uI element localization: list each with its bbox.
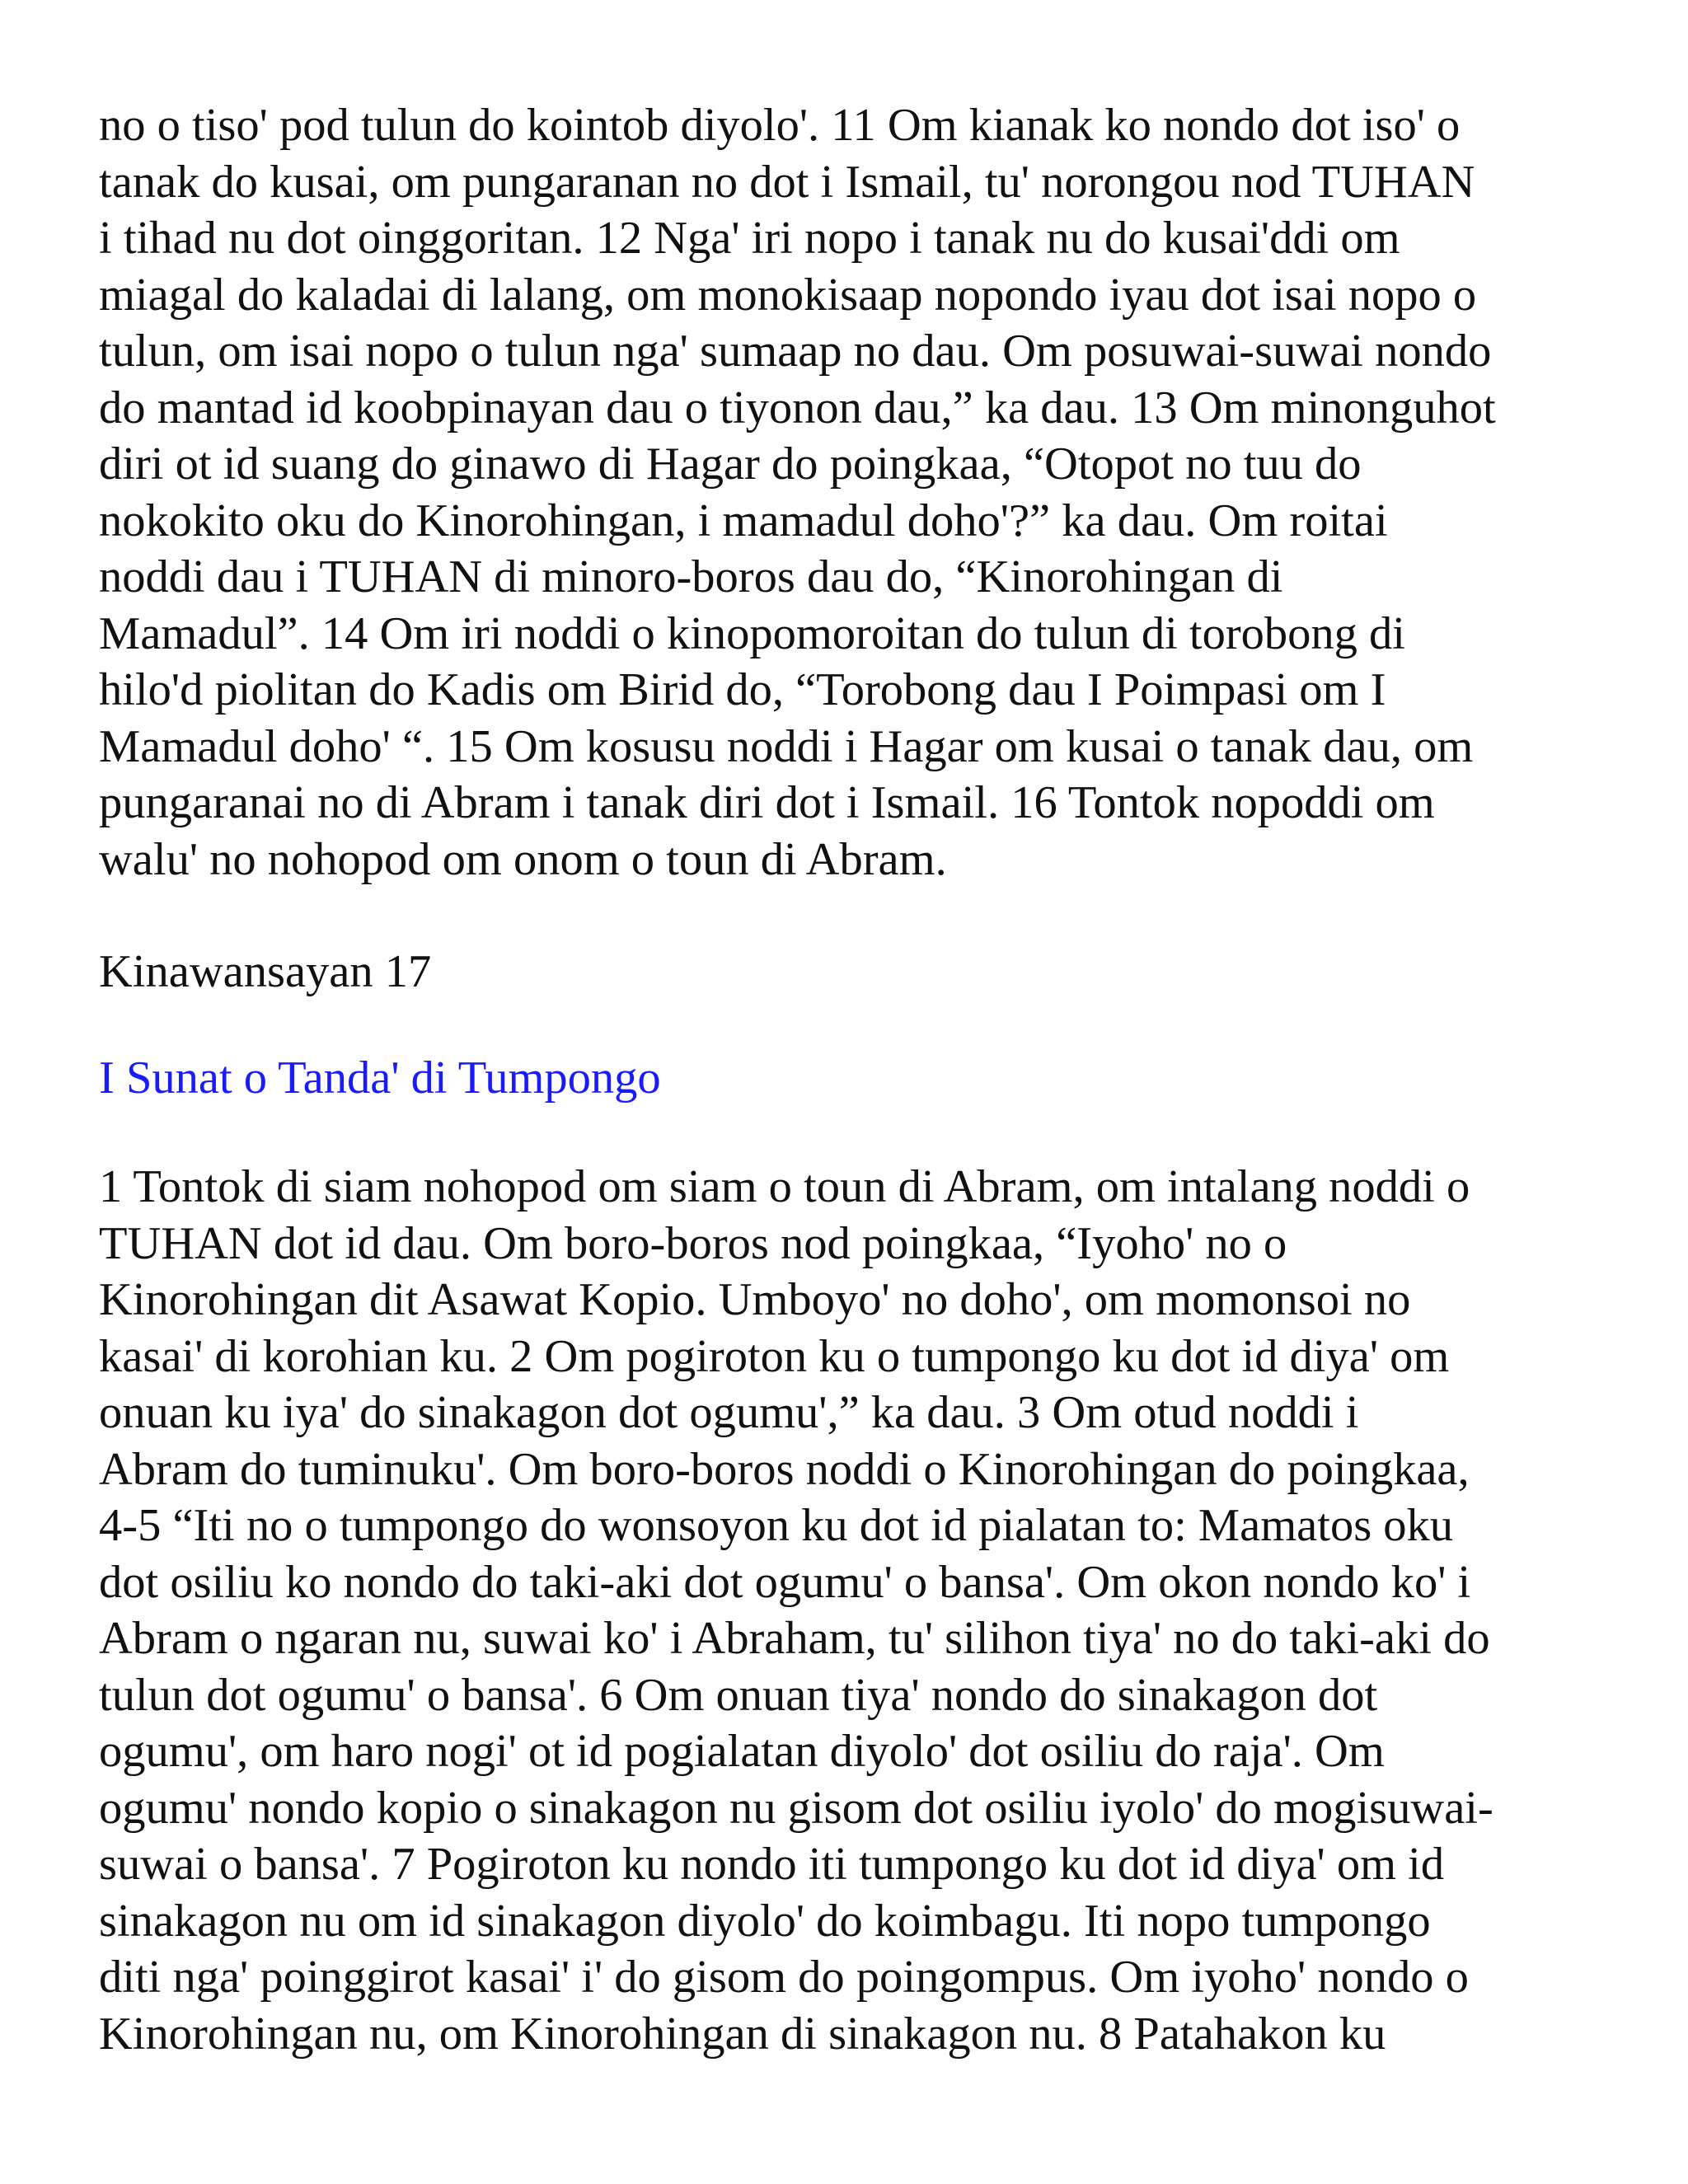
text-line: noddi dau i TUHAN di minoro-boros dau do, “Kinorohingan di xyxy=(99,551,1283,602)
text-line: 4-5 “Iti no o tumpongo do wonsoyon ku dot id pialatan to: Mamatos oku xyxy=(99,1500,1454,1551)
text-line: kasai' di korohian ku. 2 Om pogiroton ku o tumpongo ku dot id diya' om xyxy=(99,1330,1450,1382)
paragraph-1 xyxy=(99,97,1599,888)
text-line: onuan ku iya' do sinakagon dot ogumu',” ka dau. 3 Om otud noddi i xyxy=(99,1387,1359,1438)
text-line: tulun, om isai nopo o tulun nga' sumaap no dau. Om posuwai-suwai nondo xyxy=(99,326,1492,377)
text-line: 1 Tontok di siam nohopod om siam o toun di Abram, om intalang noddi o xyxy=(99,1161,1470,1212)
text-line: dot osiliu ko nondo do taki-aki dot ogumu' o bansa'. Om okon nondo ko' i xyxy=(99,1556,1471,1608)
text-line: hilo'd piolitan do Kadis om Birid do, “Torobong dau I Poimpasi om I xyxy=(99,664,1386,715)
text-line: miagal do kaladai di lalang, om monokisaap nopondo iyau dot isai nopo o xyxy=(99,269,1477,321)
document-page xyxy=(99,97,1599,2062)
text-line: walu' no nohopod om onom o toun di Abram. xyxy=(99,833,947,885)
text-line: ogumu', om haro nogi' ot id pogialatan diyolo' dot osiliu do raja'. Om xyxy=(99,1726,1385,1777)
text-line: sinakagon nu om id sinakagon diyolo' do koimbagu. Iti nopo tumpongo xyxy=(99,1895,1431,1947)
text-line: suwai o bansa'. 7 Pogiroton ku nondo iti tumpongo ku dot id diya' om id xyxy=(99,1839,1445,1890)
section-heading: I Sunat o Tanda' di Tumpongo xyxy=(99,1052,661,1104)
text-line: i tihad nu dot oinggoritan. 12 Nga' iri nopo i tanak nu do kusai'ddi om xyxy=(99,213,1400,264)
text-line: ogumu' nondo kopio o sinakagon nu gisom dot osiliu iyolo' do mogisuwai- xyxy=(99,1782,1493,1834)
text-line: Mamadul”. 14 Om iri noddi o kinopomoroitan do tulun di torobong di xyxy=(99,607,1406,659)
chapter-label: Kinawansayan 17 xyxy=(99,946,432,997)
text-line: Abram do tuminuku'. Om boro-boros noddi o Kinorohingan do poingkaa, xyxy=(99,1443,1470,1495)
text-line: Abram o ngaran nu, suwai ko' i Abraham, tu' silihon tiya' no do taki-aki do xyxy=(99,1613,1490,1664)
text-line: nokokito oku do Kinorohingan, i mamadul doho'?” ka dau. Om roitai xyxy=(99,494,1388,546)
text-line: TUHAN dot id dau. Om boro-boros nod poingkaa, “Iyoho' no o xyxy=(99,1217,1287,1269)
paragraph-2 xyxy=(99,1159,1599,2062)
text-line: tanak do kusai, om pungaranan no dot i Ismail, tu' norongou nod TUHAN xyxy=(99,156,1475,208)
text-line: tulun dot ogumu' o bansa'. 6 Om onuan tiya' nondo do sinakagon dot xyxy=(99,1669,1378,1721)
text-line: do mantad id koobpinayan dau o tiyonon dau,” ka dau. 13 Om minonguhot xyxy=(99,382,1496,434)
text-line: Kinorohingan nu, om Kinorohingan di sinakagon nu. 8 Patahakon ku xyxy=(99,2008,1386,2060)
text-line: Kinorohingan dit Asawat Kopio. Umboyo' no doho', om momonsoi no xyxy=(99,1274,1411,1325)
text-line: diri ot id suang do ginawo di Hagar do poingkaa, “Otopot no tuu do xyxy=(99,438,1362,490)
text-line: no o tiso' pod tulun do kointob diyolo'. 11 Om kianak ko nondo dot iso' o xyxy=(99,100,1461,151)
text-line: pungaranai no di Abram i tanak diri dot i Ismail. 16 Tontok nopoddi om xyxy=(99,777,1435,828)
text-line: diti nga' poinggirot kasai' i' do gisom do poingompus. Om iyoho' nondo o xyxy=(99,1952,1469,2003)
text-line: Mamadul doho' “. 15 Om kosusu noddi i Hagar om kusai o tanak dau, om xyxy=(99,720,1474,772)
